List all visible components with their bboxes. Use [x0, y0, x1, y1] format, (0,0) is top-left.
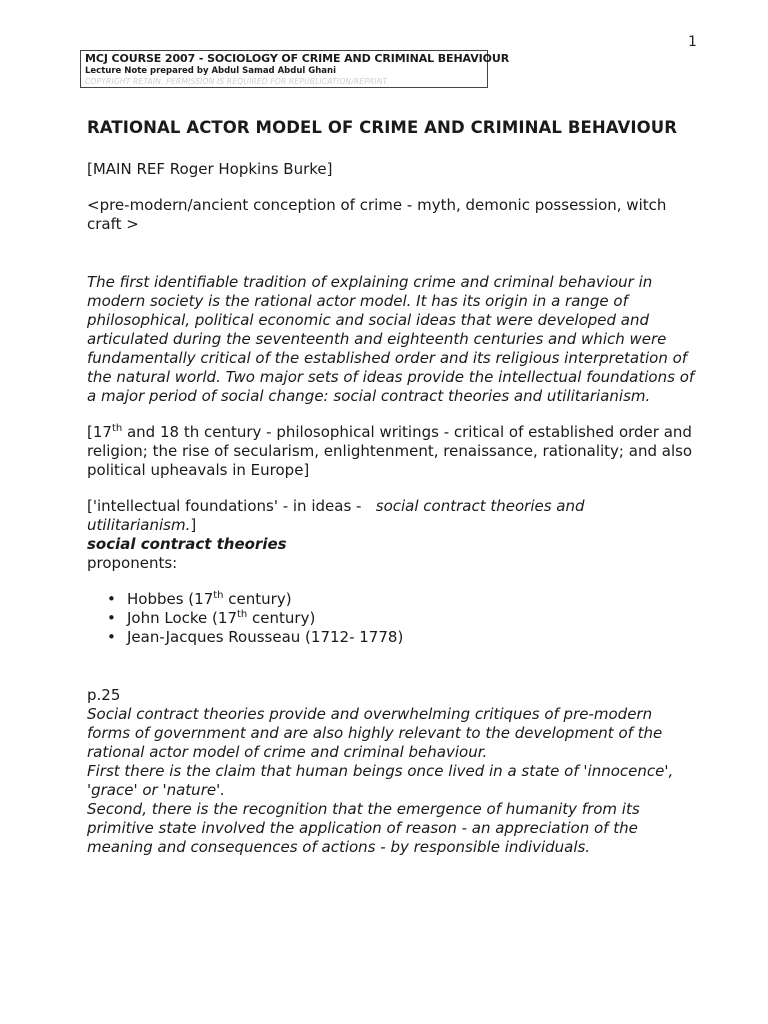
- course-title: MCJ COURSE 2007 - SOCIOLOGY OF CRIME AND CRIMINAL BEHAVIOUR: [85, 52, 510, 65]
- page-reference: p.25: [87, 686, 121, 704]
- foundations-note: [87, 497, 697, 535]
- closing-paragraph-2: First there is the claim that human beings once lived in a state of 'innocence', 'grace' or 'nature'.: [87, 762, 674, 799]
- course-header-box: [80, 50, 510, 88]
- proponent-name: Jean-Jacques Rousseau (1712- 1778): [127, 628, 404, 646]
- century-note-rest: and 18 th century - philosophical writings - critical of established order and religion; the rise of secularism, enlightenment, renaissance, rationality; and also political upheavals in Europe]: [87, 423, 693, 479]
- bullet-icon: •: [107, 628, 116, 646]
- proponent-sup: th: [213, 590, 224, 601]
- proponents-label: proponents:: [87, 554, 178, 572]
- copyright-notice: COPYRIGHT RETAIN. PERMISSION IS REQUIRED FOR REPUBLICATION/REPRINT: [85, 77, 388, 86]
- list-item: [107, 609, 697, 628]
- document-body: [87, 118, 697, 857]
- section-heading: social contract theories: [87, 535, 287, 553]
- century-note-prefix: [17: [87, 423, 112, 441]
- foundations-note-plain: ['intellectual foundations' - in ideas -: [87, 497, 376, 515]
- proponent-after: century): [247, 609, 316, 627]
- proponent-sup: th: [237, 609, 248, 620]
- intro-paragraph: The first identifiable tradition of explaining crime and criminal behaviour in modern society is the rational actor model. It has its origin in a range of philosophical, political economic and social ideas that were developed and articulated during the seventeenth and eighteenth centuries and which were fundamentally critical of the established order and its religious interpretation of the natural world. Two major sets of ideas provide the intellectual foundations of a major period of social change: social contract theories and utilitarianism.: [87, 273, 695, 405]
- bullet-icon: •: [107, 590, 116, 608]
- main-reference: [MAIN REF Roger Hopkins Burke]: [87, 160, 333, 178]
- century-note-sup: th: [111, 423, 123, 434]
- foundations-note-close: ]: [190, 516, 197, 534]
- bullet-icon: •: [107, 609, 116, 627]
- foundations-note-italic: social contract theories and utilitarianism.: [87, 497, 590, 534]
- proponent-after: century): [223, 590, 292, 608]
- lecture-author: Lecture Note prepared by Abdul Samad Abdul Ghani: [85, 66, 337, 76]
- proponent-name: John Locke (17: [127, 609, 237, 627]
- proponents-list: [87, 590, 697, 647]
- closing-paragraph-3: Second, there is the recognition that the emergence of humanity from its primitive state involved the application of reason - an appreciation of the meaning and consequences of actions - by responsible individuals.: [87, 800, 640, 856]
- closing-paragraph-1: Social contract theories provide and overwhelming critiques of pre-modern forms of government and are also highly relevant to the development of the rational actor model of crime and criminal behaviour.: [87, 705, 663, 761]
- list-item: [107, 590, 697, 609]
- page-number: 1: [688, 34, 697, 50]
- century-note: [87, 423, 697, 480]
- proponent-name: Hobbes (17: [127, 590, 214, 608]
- list-item: [107, 628, 697, 647]
- premodern-note: <pre-modern/ancient conception of crime - myth, demonic possession, witch craft >: [87, 196, 667, 233]
- document-title: RATIONAL ACTOR MODEL OF CRIME AND CRIMINAL BEHAVIOUR: [87, 118, 678, 137]
